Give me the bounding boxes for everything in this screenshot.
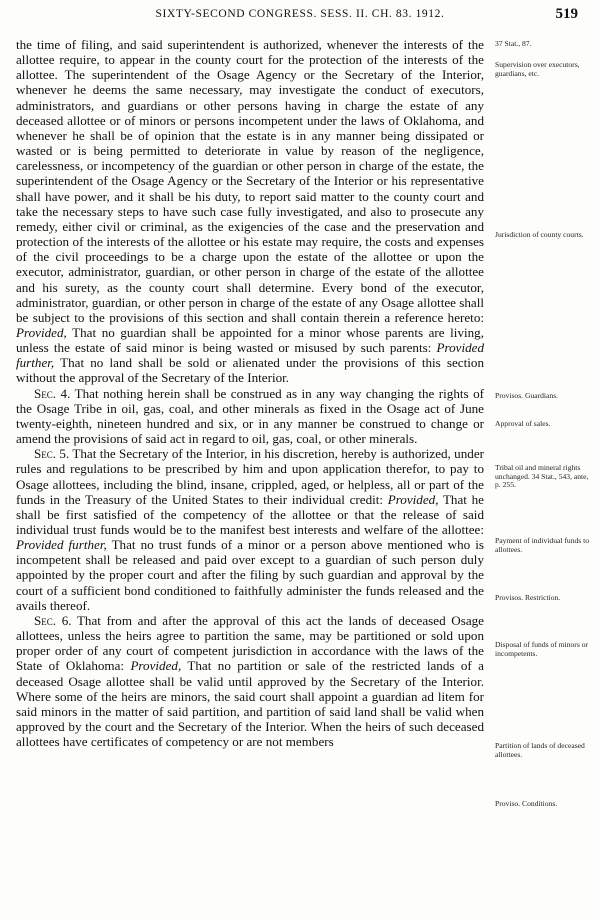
statute-text bbox=[16, 37, 484, 749]
section-6 bbox=[16, 613, 484, 749]
text-run: That no land shall be sold or alienated under the provisions of this section without the approval of the Secretary of the Interior. bbox=[16, 355, 484, 386]
margin-note-disposal-of-funds: Disposal of funds of minors or incompetents. bbox=[495, 640, 589, 658]
proviso-term: Provided, bbox=[387, 491, 439, 507]
text-run: That the Secretary of the Interior, in his discretion, hereby is authorized, under rules and regulations to be prescribed by him and upon application therefor, to pay to Osage allottees, including the blind, insane, crippled, aged, or helpless, all or part of the funds in the Treasury of the United States to their individual credit: bbox=[16, 446, 484, 507]
page-number: 519 bbox=[555, 6, 578, 22]
margin-note-supervision: Supervision over executors, guardians, etc. bbox=[495, 60, 580, 78]
text-run: That no guardian shall be appointed for a minor whose parents are living, unless the estate of said minor is being wasted or misused by such parents: bbox=[16, 324, 484, 356]
text-run: the time of filing, and said superintendent is authorized, whenever the interests of the allottee require, to appear in the county court for the protection of the interests of the allottee. The superintendent of the Osage Agency or the Secretary of the Interior, whenever he deems the same necessary, may investigate the conduct of executors, administrators, and guardians or other persons having in charge the estate of any deceased allottee or of minors or persons incompetent under the laws of Oklahoma, and whenever he shall be of opinion that the estate is in any manner being dissipated or wasted or is being permitted to deteriorate in value by reason of the negligence, carelessness, or incompetency of the guardian or other person in charge of the estate, the superintendent of the Osage Agency or the Secretary of the Interior or his representative shall have power, and it shall be his duty, to report said matter to the county court and take the necessary steps to have such case fully investigated, and also to prosecute any remedy, either civil or criminal, as the exigencies of the case and the preservation and protection of the interests of the allottee or his estate may require, the costs and expenses of the civil proceedings to be a charge upon the estate of the allottee or upon the executor, administrator, guardian, or other person in charge of the estate of the allottee and his surety, as the county court shall determine. Every bond of the executor, administrator, guardian, or other person in charge of the estate of any Osage allottee shall be subject to the provisions of this section and shall contain therein a reference hereto: bbox=[16, 37, 484, 325]
margin-note-proviso-conditions: Proviso. Conditions. bbox=[495, 799, 558, 808]
section-4 bbox=[16, 386, 484, 447]
running-head: SIXTY-SECOND CONGRESS. SESS. II. CH. 83. 1912. bbox=[155, 8, 445, 20]
text-run: That he shall be first satisfied of the competency of the allottee or that the release of said individual trust funds would be to the manifest best interests and welfare of the allottee: bbox=[16, 491, 484, 537]
text-run: That no partition or sale of the restricted lands of a deceased Osage allottee shall be valid until approved by the Secretary of the Interior. Where some of the heirs are minors, the said court shall appoint a guardian ad litem for said minors in the matter of said partition, and partition of said land shall be valid when approved by the court and the Secretary of the Interior. When the heirs of such deceased allottees have certificates of competency or are not members bbox=[16, 658, 484, 750]
section-label: Sec. 4. bbox=[34, 385, 71, 401]
text-run: That from and after the approval of this act the lands of deceased Osage allottees, unless the heirs agree to partition the same, may be partitioned or sold upon proper order of any court of competent jurisdiction in accordance with the laws of the State of Oklahoma: bbox=[16, 612, 484, 674]
margin-note-tribal-rights: Tribal oil and mineral rights unchanged. 34 Stat., 543, ante, p. 255. bbox=[495, 463, 589, 490]
proviso-term: Provided further, bbox=[16, 537, 107, 553]
section-3-continuation bbox=[16, 37, 484, 386]
proviso-term: Provided, bbox=[130, 658, 182, 674]
section-label: Sec. 5. bbox=[34, 446, 70, 462]
page-header bbox=[0, 6, 600, 28]
margin-note-partition: Partition of lands of deceased allottees. bbox=[495, 741, 585, 759]
text-run: That no trust funds of a minor or a person above mentioned who is incompetent shall be released and paid over except to a guardian of such person duly appointed by the proper court and after the filing by such guardian and approval by the court of a sufficient bond conditioned to faithfully administer the funds released and the avails thereof. bbox=[16, 537, 484, 613]
margin-note-approval-of-sales: Approval of sales. bbox=[495, 419, 551, 428]
margin-note-jurisdiction: Jurisdiction of county courts. bbox=[495, 230, 584, 239]
proviso-term: Provided further, bbox=[16, 340, 484, 371]
section-label: Sec. 6. bbox=[34, 612, 72, 628]
margin-note-provisos-restriction: Provisos. Restriction. bbox=[495, 593, 561, 602]
section-5 bbox=[16, 446, 484, 613]
margin-note-provisos-guardians: Provisos. Guardians. bbox=[495, 391, 559, 400]
proviso-term: Provided, bbox=[16, 324, 67, 340]
margin-note-citation: 37 Stat., 87. bbox=[495, 39, 532, 48]
text-run: That nothing herein shall be construed as in any way changing the rights of the Osage Tribe in oil, gas, coal, and other minerals as fixed in the Osage act of June twenty-eighth, nineteen hundred and six, or in any manner be construed to change or amend the provisions of said act in regard to oil, gas, coal, or other minerals. bbox=[16, 385, 484, 447]
margin-note-payment: Payment of individual funds to allottees. bbox=[495, 536, 590, 554]
